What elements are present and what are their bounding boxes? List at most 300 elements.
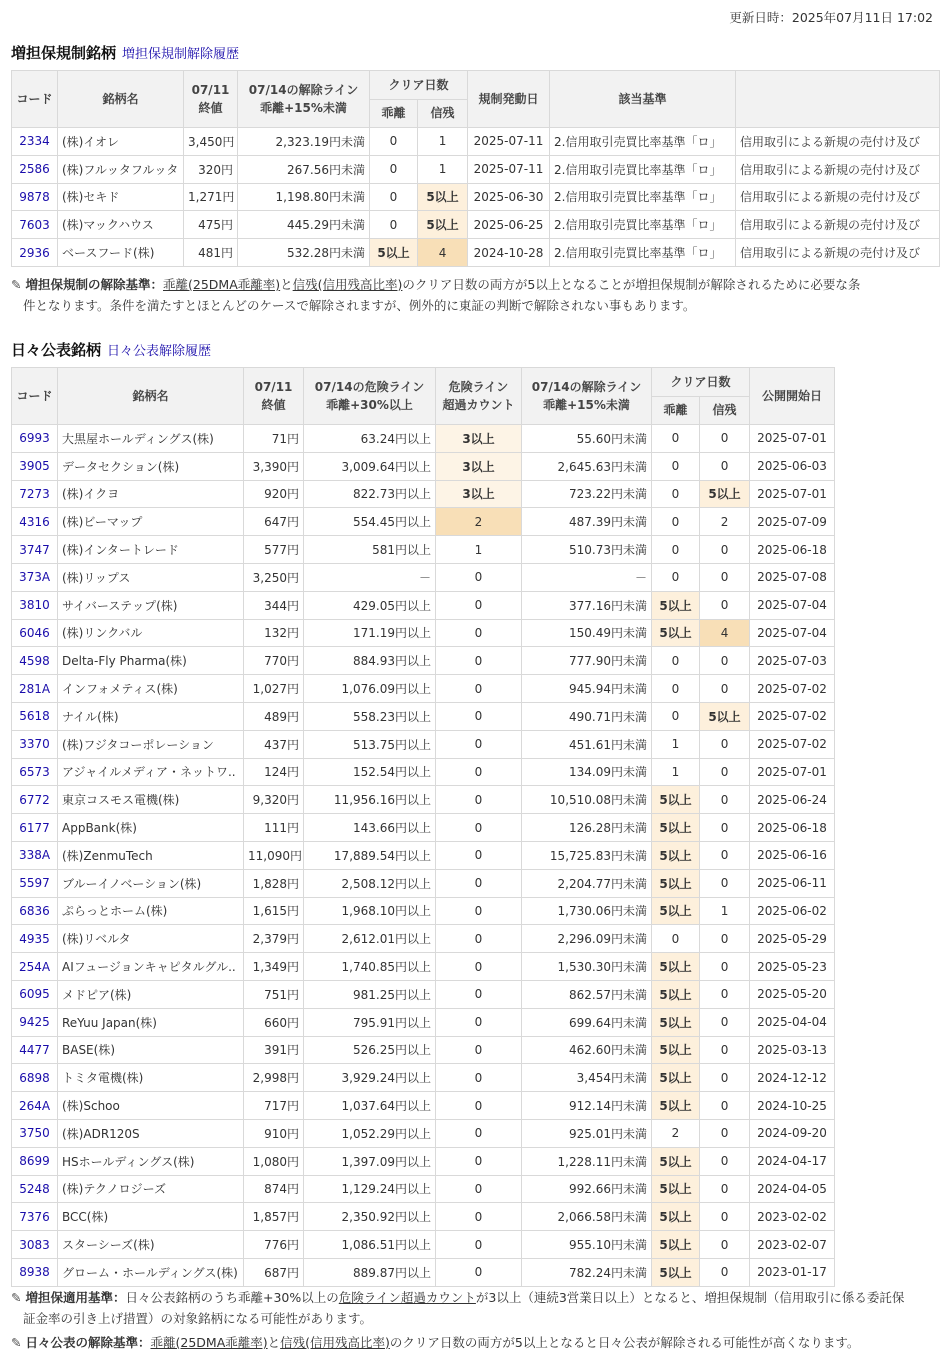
start-date-cell: 2024-04-17 xyxy=(750,1147,835,1175)
release-line-cell: 1,198.80円未満 xyxy=(238,183,370,211)
release-line-cell: 445.29円未満 xyxy=(238,211,370,239)
release-line-cell: 992.66円未満 xyxy=(522,1175,652,1203)
start-date-cell: 2025-06-16 xyxy=(750,841,835,869)
shinzan-days-cell: 1 xyxy=(418,128,468,156)
header-danger-line: 07/14の危険ライン 乖離+30%以上 xyxy=(304,368,436,425)
shinzan-definition-link[interactable]: 信残(信用残高比率) xyxy=(280,1335,390,1350)
kairi-days-cell: 5以上 xyxy=(652,869,700,897)
stock-code-link[interactable]: 6046 xyxy=(19,625,50,640)
table-row xyxy=(12,980,835,1008)
daily-publication-history-link[interactable]: 日々公表解除履歴 xyxy=(107,344,212,359)
stock-code-cell xyxy=(12,647,58,675)
danger-line-cell: 1,086.51円以上 xyxy=(304,1231,436,1259)
stock-code-cell xyxy=(12,480,58,508)
close-price-cell: 1,349円 xyxy=(244,953,304,981)
close-price-cell: 489円 xyxy=(244,702,304,730)
close-price-cell: 910円 xyxy=(244,1119,304,1147)
release-line-cell: 126.28円未満 xyxy=(522,814,652,842)
danger-line-cell: 981.25円以上 xyxy=(304,980,436,1008)
danger-line-cell: 2,350.92円以上 xyxy=(304,1203,436,1231)
danger-line-cell: 429.05円以上 xyxy=(304,591,436,619)
table-row xyxy=(12,1258,835,1286)
stock-code-link[interactable]: 3747 xyxy=(19,542,50,557)
release-line-cell: － xyxy=(522,563,652,591)
stock-name-cell: (株)インタートレード xyxy=(58,536,244,564)
danger-count-definition-link[interactable]: 危険ライン超過カウント xyxy=(338,1290,476,1305)
danger-line-cell: 884.93円以上 xyxy=(304,647,436,675)
shinzan-days-cell: 5以上 xyxy=(418,183,468,211)
shinzan-days-cell: 0 xyxy=(700,563,750,591)
stock-code-link[interactable]: 9878 xyxy=(19,189,50,204)
close-price-cell: 3,450円 xyxy=(184,128,238,156)
start-date-cell: 2023-02-02 xyxy=(750,1203,835,1231)
header-close: 07/11 終値 xyxy=(184,71,238,128)
kairi-days-cell: 0 xyxy=(652,675,700,703)
stock-code-link[interactable]: 7273 xyxy=(19,486,50,501)
stock-code-cell xyxy=(12,841,58,869)
criteria-detail-cell: 信用取引による新規の売付け及び xyxy=(736,239,940,267)
stock-code-link[interactable]: 6898 xyxy=(19,1070,50,1085)
shinzan-days-cell: 1 xyxy=(700,897,750,925)
stock-code-cell xyxy=(12,925,58,953)
header-kairi: 乖離 xyxy=(652,396,700,425)
stock-code-cell xyxy=(12,980,58,1008)
danger-count-cell: 0 xyxy=(436,980,522,1008)
header-detail xyxy=(736,71,940,128)
start-date-cell: 2024-09-20 xyxy=(750,1119,835,1147)
stock-name-cell: サイバーステップ(株) xyxy=(58,591,244,619)
pencil-icon: ✎ xyxy=(11,1290,22,1305)
danger-count-cell: 0 xyxy=(436,1147,522,1175)
stock-code-link[interactable]: 2586 xyxy=(19,162,50,177)
table-row xyxy=(12,869,835,897)
close-price-cell: 9,320円 xyxy=(244,786,304,814)
stock-code-link[interactable]: 2334 xyxy=(19,134,50,149)
stock-code-link[interactable]: 7376 xyxy=(19,1209,50,1224)
header-name: 銘柄名 xyxy=(58,368,244,425)
start-date-cell: 2025-05-29 xyxy=(750,925,835,953)
danger-line-cell: 889.87円以上 xyxy=(304,1258,436,1286)
stock-name-cell: スターシーズ(株) xyxy=(58,1231,244,1259)
stock-name-cell: (株)ビーマップ xyxy=(58,508,244,536)
danger-line-cell: 513.75円以上 xyxy=(304,730,436,758)
shinzan-days-cell: 0 xyxy=(700,1175,750,1203)
danger-line-cell: 63.24円以上 xyxy=(304,425,436,453)
stock-code-cell xyxy=(12,1064,58,1092)
stock-code-link[interactable]: 5618 xyxy=(19,709,50,724)
start-date-cell: 2025-06-11 xyxy=(750,869,835,897)
table-row xyxy=(12,563,835,591)
note-text: が3以上（連続3営業日以上）となると、増担保規制（信用取引に係る委託保 xyxy=(475,1290,905,1305)
margin-regulation-table xyxy=(11,70,940,267)
stock-code-cell xyxy=(12,211,58,239)
shinzan-definition-link[interactable]: 信残(信用残高比率) xyxy=(292,277,403,292)
stock-code-cell xyxy=(12,1231,58,1259)
stock-name-cell: メドピア(株) xyxy=(58,980,244,1008)
stock-code-link[interactable]: 8699 xyxy=(19,1154,50,1169)
table-row xyxy=(12,925,835,953)
header-shinzan: 信残 xyxy=(700,396,750,425)
release-line-cell: 510.73円未満 xyxy=(522,536,652,564)
kairi-days-cell: 0 xyxy=(652,425,700,453)
stock-code-cell xyxy=(12,786,58,814)
danger-count-cell: 0 xyxy=(436,841,522,869)
shinzan-days-cell: 0 xyxy=(700,980,750,1008)
start-date-cell: 2025-06-02 xyxy=(750,897,835,925)
table-row xyxy=(12,730,835,758)
stock-code-link[interactable]: 8938 xyxy=(19,1265,50,1280)
stock-code-link[interactable]: 6993 xyxy=(19,431,50,446)
release-line-cell: 490.71円未満 xyxy=(522,702,652,730)
criteria-detail-cell: 信用取引による新規の売付け及び xyxy=(736,155,940,183)
note-label: 増担保規制の解除基準： xyxy=(25,277,163,292)
danger-line-cell: 2,612.01円以上 xyxy=(304,925,436,953)
release-line-cell: 150.49円未満 xyxy=(522,619,652,647)
start-date-cell: 2025-05-23 xyxy=(750,953,835,981)
danger-count-cell: 3以上 xyxy=(436,425,522,453)
section-title-daily-publication xyxy=(11,339,211,360)
start-date-cell: 2025-03-13 xyxy=(750,1036,835,1064)
stock-name-cell: (株)イクヨ xyxy=(58,480,244,508)
kairi-days-cell: 5以上 xyxy=(652,1175,700,1203)
start-date-cell: 2025-07-11 xyxy=(468,128,550,156)
danger-count-cell: 0 xyxy=(436,1036,522,1064)
stock-code-link[interactable]: 254A xyxy=(18,959,51,974)
stock-code-link[interactable]: 6573 xyxy=(19,764,50,779)
release-line-cell: 777.90円未満 xyxy=(522,647,652,675)
stock-code-cell xyxy=(12,1036,58,1064)
danger-line-cell: 822.73円以上 xyxy=(304,480,436,508)
margin-application-criteria-note xyxy=(11,1287,933,1329)
danger-count-cell: 0 xyxy=(436,1203,522,1231)
close-price-cell: 475円 xyxy=(184,211,238,239)
danger-count-cell: 0 xyxy=(436,702,522,730)
release-line-cell: 532.28円未満 xyxy=(238,239,370,267)
kairi-days-cell: 2 xyxy=(652,1119,700,1147)
stock-code-link[interactable]: 7603 xyxy=(19,217,50,232)
close-price-cell: 751円 xyxy=(244,980,304,1008)
stock-code-cell xyxy=(12,591,58,619)
kairi-days-cell: 5以上 xyxy=(652,786,700,814)
shinzan-days-cell: 0 xyxy=(700,452,750,480)
kairi-days-cell: 5以上 xyxy=(652,1036,700,1064)
release-line-cell: 377.16円未満 xyxy=(522,591,652,619)
stock-name-cell: (株)フジタコーポレーション xyxy=(58,730,244,758)
header-danger-count: 危険ライン 超過カウント xyxy=(436,368,522,425)
section-title-margin-regulation xyxy=(11,42,239,63)
close-price-cell: 1,615円 xyxy=(244,897,304,925)
kairi-days-cell: 5以上 xyxy=(652,980,700,1008)
shinzan-days-cell: 2 xyxy=(700,508,750,536)
stock-code-link[interactable]: 3370 xyxy=(19,737,50,752)
danger-count-cell: 0 xyxy=(436,1008,522,1036)
close-price-cell: 3,250円 xyxy=(244,563,304,591)
shinzan-days-cell: 4 xyxy=(418,239,468,267)
release-line-cell: 2,296.09円未満 xyxy=(522,925,652,953)
section-title-text: 日々公表銘柄 xyxy=(11,341,102,359)
danger-count-cell: 0 xyxy=(436,591,522,619)
stock-name-cell: (株)テクノロジーズ xyxy=(58,1175,244,1203)
table-row xyxy=(12,211,940,239)
stock-code-cell xyxy=(12,425,58,453)
close-price-cell: 1,857円 xyxy=(244,1203,304,1231)
header-shinzan: 信残 xyxy=(418,99,468,128)
stock-code-link[interactable]: 3810 xyxy=(19,598,50,613)
kairi-days-cell: 5以上 xyxy=(652,1008,700,1036)
stock-code-cell xyxy=(12,452,58,480)
kairi-days-cell: 0 xyxy=(370,155,418,183)
kairi-days-cell: 0 xyxy=(652,452,700,480)
kairi-days-cell: 0 xyxy=(652,702,700,730)
stock-code-link[interactable]: 373A xyxy=(18,570,51,585)
release-line-cell: 723.22円未満 xyxy=(522,480,652,508)
margin-regulation-history-link[interactable]: 増担保規制解除履歴 xyxy=(122,47,240,62)
shinzan-days-cell: 0 xyxy=(700,675,750,703)
table-row xyxy=(12,591,835,619)
stock-code-link[interactable]: 2936 xyxy=(19,245,50,260)
shinzan-days-cell: 0 xyxy=(700,591,750,619)
start-date-cell: 2024-12-12 xyxy=(750,1064,835,1092)
kairi-days-cell: 5以上 xyxy=(652,953,700,981)
stock-name-cell: AppBank(株) xyxy=(58,814,244,842)
stock-name-cell: (株)Schoo xyxy=(58,1092,244,1120)
header-code: コード xyxy=(12,368,58,425)
table-row xyxy=(12,536,835,564)
header-start-date: 規制発動日 xyxy=(468,71,550,128)
close-price-cell: 344円 xyxy=(244,591,304,619)
danger-line-cell: 2,508.12円以上 xyxy=(304,869,436,897)
danger-count-cell: 0 xyxy=(436,869,522,897)
stock-code-link[interactable]: 338A xyxy=(18,848,51,863)
start-date-cell: 2025-06-18 xyxy=(750,536,835,564)
shinzan-days-cell: 0 xyxy=(700,1231,750,1259)
stock-code-link[interactable]: 4935 xyxy=(19,931,50,946)
start-date-cell: 2025-06-25 xyxy=(468,211,550,239)
shinzan-days-cell: 5以上 xyxy=(700,702,750,730)
stock-name-cell: ベースフード(株) xyxy=(58,239,184,267)
stock-code-link[interactable]: 4477 xyxy=(19,1042,50,1057)
table-row xyxy=(12,1147,835,1175)
close-price-cell: 2,998円 xyxy=(244,1064,304,1092)
shinzan-days-cell: 0 xyxy=(700,814,750,842)
danger-count-cell: 0 xyxy=(436,563,522,591)
header-close: 07/11 終値 xyxy=(244,368,304,425)
release-line-cell: 267.56円未満 xyxy=(238,155,370,183)
table-row xyxy=(12,647,835,675)
table-row xyxy=(12,425,835,453)
kairi-days-cell: 0 xyxy=(652,647,700,675)
danger-count-cell: 0 xyxy=(436,619,522,647)
pencil-icon: ✎ xyxy=(11,1335,22,1350)
stock-name-cell: インフォメティス(株) xyxy=(58,675,244,703)
danger-count-cell: 2 xyxy=(436,508,522,536)
close-price-cell: 391円 xyxy=(244,1036,304,1064)
danger-line-cell: 1,052.29円以上 xyxy=(304,1119,436,1147)
close-price-cell: 1,080円 xyxy=(244,1147,304,1175)
close-price-cell: 320円 xyxy=(184,155,238,183)
release-line-cell: 451.61円未満 xyxy=(522,730,652,758)
stock-code-link[interactable]: 4598 xyxy=(19,653,50,668)
start-date-cell: 2025-07-03 xyxy=(750,647,835,675)
stock-code-link[interactable]: 5597 xyxy=(19,876,50,891)
stock-name-cell: (株)リンクバル xyxy=(58,619,244,647)
kairi-days-cell: 1 xyxy=(652,730,700,758)
stock-name-cell: ブルーイノベーション(株) xyxy=(58,869,244,897)
header-clear-days: クリア日数 xyxy=(370,71,468,100)
shinzan-days-cell: 0 xyxy=(700,1036,750,1064)
shinzan-days-cell: 0 xyxy=(700,1064,750,1092)
danger-line-cell: 526.25円以上 xyxy=(304,1036,436,1064)
kairi-days-cell: 0 xyxy=(652,925,700,953)
header-start-date: 公開開始日 xyxy=(750,368,835,425)
stock-code-link[interactable]: 281A xyxy=(18,681,51,696)
start-date-cell: 2025-07-09 xyxy=(750,508,835,536)
stock-code-cell xyxy=(12,239,58,267)
shinzan-days-cell: 4 xyxy=(700,619,750,647)
stock-code-link[interactable]: 6772 xyxy=(19,792,50,807)
stock-name-cell: (株)リップス xyxy=(58,563,244,591)
danger-line-cell: 1,037.64円以上 xyxy=(304,1092,436,1120)
criteria-detail-cell: 信用取引による新規の売付け及び xyxy=(736,183,940,211)
shinzan-days-cell: 0 xyxy=(700,925,750,953)
stock-code-cell xyxy=(12,1092,58,1120)
note-text: 日々公表銘柄のうち乖離+30%以上の xyxy=(125,1290,339,1305)
table-row xyxy=(12,953,835,981)
start-date-cell: 2024-10-28 xyxy=(468,239,550,267)
danger-count-cell: 0 xyxy=(436,1092,522,1120)
shinzan-days-cell: 0 xyxy=(700,1092,750,1120)
danger-line-cell: 1,968.10円以上 xyxy=(304,897,436,925)
start-date-cell: 2025-05-20 xyxy=(750,980,835,1008)
danger-line-cell: 1,076.09円以上 xyxy=(304,675,436,703)
stock-name-cell: (株)イオレ xyxy=(58,128,184,156)
stock-code-cell xyxy=(12,536,58,564)
stock-code-cell xyxy=(12,953,58,981)
stock-name-cell: (株)セキド xyxy=(58,183,184,211)
stock-name-cell: ReYuu Japan(株) xyxy=(58,1008,244,1036)
criteria-cell: 2.信用取引売買比率基準「ロ」 xyxy=(550,183,736,211)
table-row xyxy=(12,183,940,211)
danger-count-cell: 0 xyxy=(436,786,522,814)
stock-code-cell xyxy=(12,1119,58,1147)
stock-name-cell: HSホールディングス(株) xyxy=(58,1147,244,1175)
shinzan-days-cell: 0 xyxy=(700,1258,750,1286)
kairi-days-cell: 5以上 xyxy=(652,897,700,925)
table-row xyxy=(12,786,835,814)
kairi-days-cell: 1 xyxy=(652,758,700,786)
kairi-days-cell: 0 xyxy=(652,536,700,564)
stock-code-link[interactable]: 3083 xyxy=(19,1237,50,1252)
start-date-cell: 2025-07-01 xyxy=(750,480,835,508)
stock-code-link[interactable]: 9425 xyxy=(19,1015,50,1030)
danger-line-cell: 143.66円以上 xyxy=(304,814,436,842)
danger-line-cell: － xyxy=(304,563,436,591)
stock-code-link[interactable]: 3905 xyxy=(19,459,50,474)
release-line-cell: 1,730.06円未満 xyxy=(522,897,652,925)
danger-count-cell: 3以上 xyxy=(436,452,522,480)
danger-count-cell: 3以上 xyxy=(436,480,522,508)
header-release-line: 07/14の解除ライン 乖離+15%未満 xyxy=(522,368,652,425)
stock-code-link[interactable]: 3750 xyxy=(19,1126,50,1141)
kairi-days-cell: 5以上 xyxy=(652,591,700,619)
release-line-cell: 487.39円未満 xyxy=(522,508,652,536)
release-line-cell: 862.57円未満 xyxy=(522,980,652,1008)
kairi-definition-link[interactable]: 乖離(25DMA乖離率) xyxy=(163,277,281,292)
shinzan-days-cell: 0 xyxy=(700,953,750,981)
stock-code-link[interactable]: 6836 xyxy=(19,903,50,918)
header-criteria: 該当基準 xyxy=(550,71,736,128)
danger-count-cell: 0 xyxy=(436,1231,522,1259)
kairi-days-cell: 0 xyxy=(652,480,700,508)
stock-name-cell: Delta-Fly Pharma(株) xyxy=(58,647,244,675)
stock-code-cell xyxy=(12,1203,58,1231)
start-date-cell: 2023-01-17 xyxy=(750,1258,835,1286)
note-label: 増担保適用基準： xyxy=(25,1290,126,1305)
kairi-days-cell: 5以上 xyxy=(652,1258,700,1286)
kairi-definition-link[interactable]: 乖離(25DMA乖離率) xyxy=(150,1335,268,1350)
table-row xyxy=(12,675,835,703)
start-date-cell: 2025-06-03 xyxy=(750,452,835,480)
release-line-cell: 955.10円未満 xyxy=(522,1231,652,1259)
table-row xyxy=(12,1008,835,1036)
start-date-cell: 2025-06-18 xyxy=(750,814,835,842)
margin-release-criteria-note xyxy=(11,274,933,316)
release-line-cell: 462.60円未満 xyxy=(522,1036,652,1064)
danger-line-cell: 1,129.24円以上 xyxy=(304,1175,436,1203)
stock-code-link[interactable]: 4316 xyxy=(19,514,50,529)
kairi-days-cell: 5以上 xyxy=(652,1231,700,1259)
table-row xyxy=(12,814,835,842)
release-line-cell: 15,725.83円未満 xyxy=(522,841,652,869)
danger-line-cell: 554.45円以上 xyxy=(304,508,436,536)
danger-count-cell: 1 xyxy=(436,536,522,564)
kairi-days-cell: 5以上 xyxy=(652,1147,700,1175)
start-date-cell: 2025-07-01 xyxy=(750,758,835,786)
kairi-days-cell: 5以上 xyxy=(370,239,418,267)
shinzan-days-cell: 0 xyxy=(700,1008,750,1036)
close-price-cell: 481円 xyxy=(184,239,238,267)
release-line-cell: 55.60円未満 xyxy=(522,425,652,453)
release-line-cell: 912.14円未満 xyxy=(522,1092,652,1120)
table-row xyxy=(12,1231,835,1259)
danger-count-cell: 0 xyxy=(436,730,522,758)
stock-code-cell xyxy=(12,1258,58,1286)
stock-code-link[interactable]: 6095 xyxy=(19,987,50,1002)
danger-line-cell: 1,397.09円以上 xyxy=(304,1147,436,1175)
close-price-cell: 2,379円 xyxy=(244,925,304,953)
stock-code-cell xyxy=(12,1008,58,1036)
table-row xyxy=(12,155,940,183)
kairi-days-cell: 5以上 xyxy=(652,619,700,647)
stock-code-link[interactable]: 264A xyxy=(18,1098,51,1113)
stock-code-link[interactable]: 5248 xyxy=(19,1181,50,1196)
daily-release-criteria-note xyxy=(11,1332,933,1353)
header-kairi: 乖離 xyxy=(370,99,418,128)
note-text: 証金率の引き上げ措置）の対象銘柄になる可能性があります。 xyxy=(23,1311,373,1326)
start-date-cell: 2025-07-04 xyxy=(750,591,835,619)
header-release-line: 07/14の解除ライン 乖離+15%未満 xyxy=(238,71,370,128)
table-row xyxy=(12,702,835,730)
shinzan-days-cell: 1 xyxy=(418,155,468,183)
release-line-cell: 3,454円未満 xyxy=(522,1064,652,1092)
stock-code-link[interactable]: 6177 xyxy=(19,820,50,835)
table-row xyxy=(12,1064,835,1092)
table-row xyxy=(12,239,940,267)
stock-code-cell xyxy=(12,619,58,647)
kairi-days-cell: 0 xyxy=(652,508,700,536)
stock-name-cell: BCC(株) xyxy=(58,1203,244,1231)
stock-name-cell: ナイル(株) xyxy=(58,702,244,730)
